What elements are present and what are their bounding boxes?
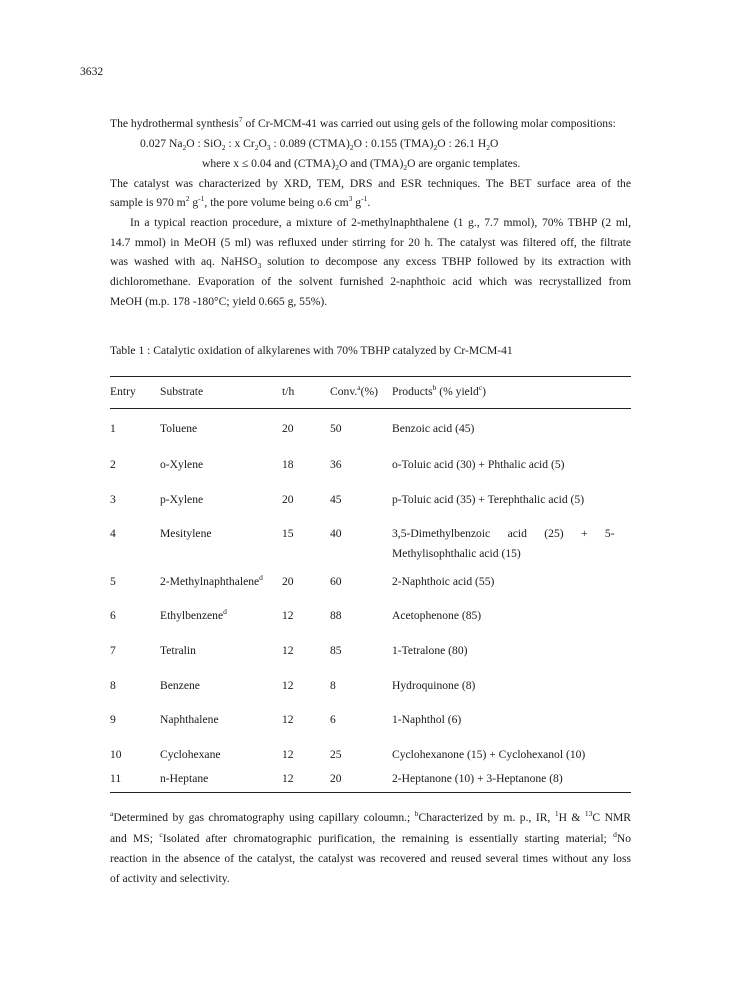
cell-conversion: 20	[330, 772, 342, 785]
cell-time: 18	[282, 458, 294, 471]
procedure-line-3: was washed with aq. NaHSO$_3$ solution to decompose any excess TBHP followed by its extraction with	[110, 255, 632, 270]
procedure-line-5: MeOH (m.p. 178 -180°C; yield 0.665 g, 55%).	[110, 295, 328, 308]
footnote-line-4: of activity and selectivity.	[110, 872, 230, 885]
table-top-rule	[110, 376, 631, 377]
table-caption: Table 1 : Catalytic oxidation of alkylarenes with 70% TBHP catalyzed by Cr-MCM-41	[110, 344, 513, 357]
table-bottom-rule	[110, 792, 631, 793]
cell-products: 1-Naphthol (6)	[392, 713, 462, 726]
footnote-line-1: $^a$Determined by gas chromatography using capillary coloumn.; $^b$Characterized by m. p., IR, $^1$H & $^{13}$C NMR	[110, 809, 632, 824]
cell-conversion: 45	[330, 493, 342, 506]
cell-substrate: Mesitylene	[160, 527, 212, 540]
cell-conversion: 8	[330, 679, 336, 692]
cell-time: 12	[282, 772, 294, 785]
cell-products: Benzoic acid (45)	[392, 422, 475, 435]
cell-entry: 10	[110, 748, 122, 761]
cell-products: 2-Heptanone (10) + 3-Heptanone (8)	[392, 772, 563, 785]
header-entry: Entry	[110, 385, 136, 398]
cell-entry: 5	[110, 575, 116, 588]
cell-time: 12	[282, 748, 294, 761]
characterization-line-1: The catalyst was characterized by XRD, TEM, DRS and ESR techniques. The BET surface area of the	[110, 177, 631, 190]
cell-substrate: n-Heptane	[160, 772, 209, 785]
cell-entry: 8	[110, 679, 116, 692]
cell-entry: 6	[110, 609, 116, 622]
molar-composition-formula: 0.027 $Na_2O$ : SiO$_2$ : x $Cr_2O_3$ : 0.089 $(CTMA)_2O$ : 0.155 $(TMA)_2O$ : 26.1 $H_2O$	[140, 137, 499, 152]
header-time: t/h	[282, 385, 295, 398]
cell-entry: 3	[110, 493, 116, 506]
cell-entry: 7	[110, 644, 116, 657]
template-definition: where x ≤ 0.04 and $(CTMA)_2O$ and $(TMA)_2O$ are organic templates.	[202, 157, 521, 172]
cell-products: 2-Naphthoic acid (55)	[392, 575, 495, 588]
footnote-line-2: and MS; $^c$Isolated after chromatographic purification, the remaining is essentially starting material; $^d$No	[110, 830, 632, 845]
cell-conversion: 50	[330, 422, 342, 435]
header-conversion: Conv.$^a$(%)	[330, 383, 379, 398]
intro-line-1: The hydrothermal synthesis$^7$ of Cr-MCM-41 was carried out using gels of the following molar compositions:	[110, 115, 616, 130]
cell-conversion: 6	[330, 713, 336, 726]
cell-time: 20	[282, 422, 294, 435]
cell-conversion: 60	[330, 575, 342, 588]
cell-products: o-Toluic acid (30) + Phthalic acid (5)	[392, 458, 565, 471]
cell-conversion: 85	[330, 644, 342, 657]
cell-substrate: Tetralin	[160, 644, 196, 657]
cell-conversion: 88	[330, 609, 342, 622]
cell-products: p-Toluic acid (35) + Terephthalic acid (5)	[392, 493, 585, 506]
procedure-line-1: In a typical reaction procedure, a mixture of 2-methylnaphthalene (1 g., 7.7 mmol), 70% TBHP (2 ml,	[130, 216, 631, 229]
cell-products: Acetophenone (85)	[392, 609, 482, 622]
cell-substrate: Naphthalene	[160, 713, 219, 726]
cell-conversion: 25	[330, 748, 342, 761]
procedure-line-4: dichloromethane. Evaporation of the solvent furnished 2-naphthoic acid which was recrystallized from	[110, 275, 631, 288]
cell-entry: 4	[110, 527, 116, 540]
cell-conversion: 36	[330, 458, 342, 471]
footnote-line-3: reaction in the absence of the catalyst, the catalyst was recovered and reused several times without any loss	[110, 852, 631, 865]
cell-substrate: Ethylbenzene$^d$	[160, 607, 227, 622]
cell-time: 20	[282, 493, 294, 506]
cell-entry: 2	[110, 458, 116, 471]
cell-substrate: o-Xylene	[160, 458, 204, 471]
cell-substrate: Cyclohexane	[160, 748, 221, 761]
cell-time: 12	[282, 679, 294, 692]
header-substrate: Substrate	[160, 385, 204, 398]
cell-substrate: 2-Methylnaphthalene$^d$	[160, 573, 263, 588]
cell-products: Hydroquinone (8)	[392, 679, 476, 692]
cell-time: 12	[282, 644, 294, 657]
header-products: Products$^b$ (% yield$^c$)	[392, 383, 487, 398]
cell-substrate: p-Xylene	[160, 493, 204, 506]
cell-substrate: Toluene	[160, 422, 198, 435]
cell-time: 12	[282, 713, 294, 726]
cell-products: 3,5-Dimethylbenzoic acid (25) + 5-	[392, 527, 615, 540]
cell-time: 12	[282, 609, 294, 622]
cell-products: Cyclohexanone (15) + Cyclohexanol (10)	[392, 748, 586, 761]
page-number: 3632	[80, 65, 104, 78]
cell-conversion: 40	[330, 527, 342, 540]
cell-products: 1-Tetralone (80)	[392, 644, 468, 657]
characterization-line-2: sample is 970 $m^2$ $g^{-1}$, the pore volume being o.6 $cm^3$ $g^{-1}$.	[110, 194, 371, 209]
cell-entry: 1	[110, 422, 116, 435]
cell-substrate: Benzene	[160, 679, 200, 692]
cell-time: 20	[282, 575, 294, 588]
procedure-line-2: 14.7 mmol) in MeOH (5 ml) was refluxed under stirring for 20 h. The catalyst was filtered off, the filtrate	[110, 236, 631, 249]
cell-time: 15	[282, 527, 294, 540]
cell-entry: 11	[110, 772, 122, 785]
cell-products: Methylisophthalic acid (15)	[392, 547, 521, 560]
cell-entry: 9	[110, 713, 116, 726]
table-header-rule	[110, 408, 631, 409]
